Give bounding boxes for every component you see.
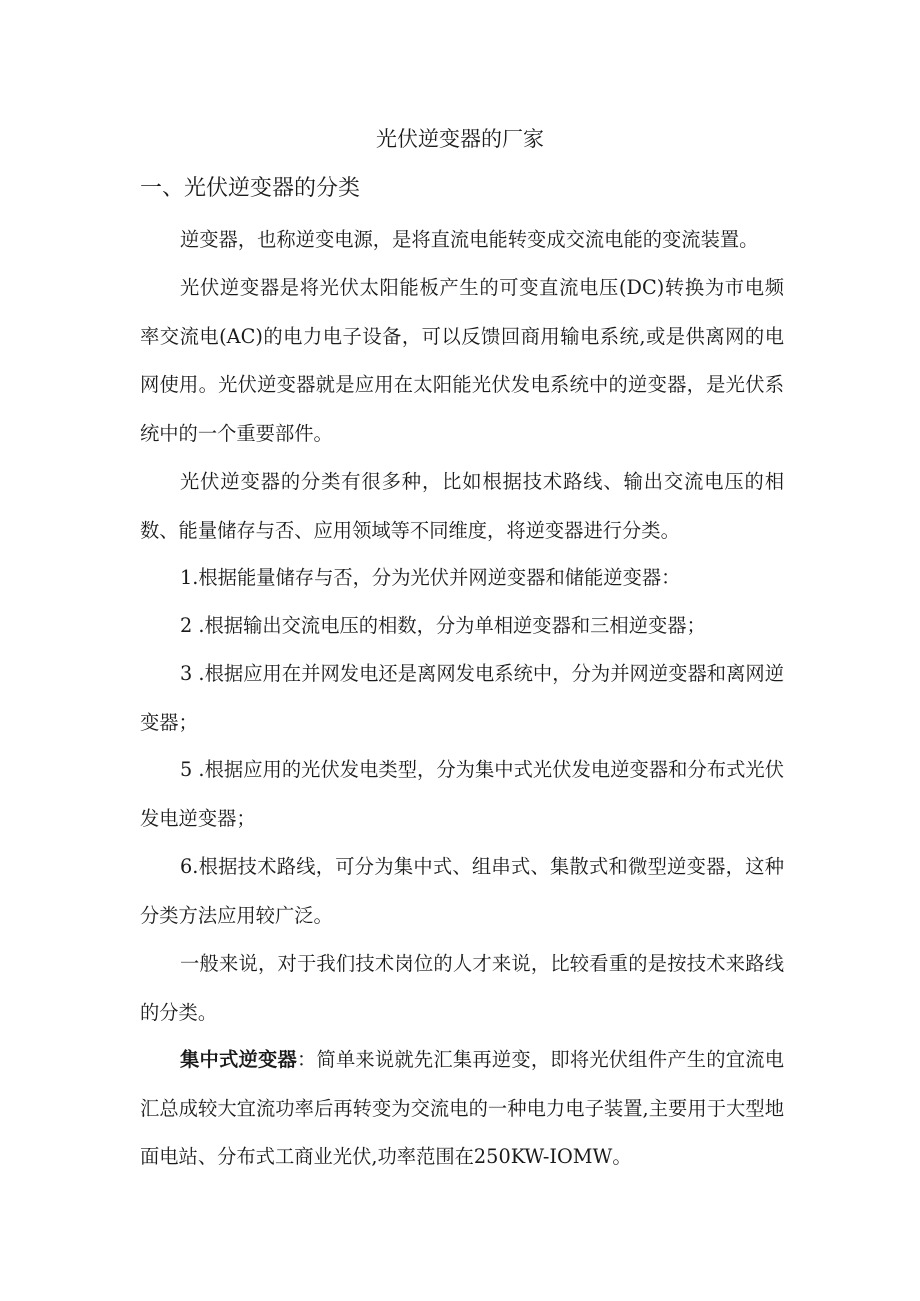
list-item-5: 5 .根据应用的光伏发电类型，分为集中式光伏发电逆变器和分布式光伏发电逆变器； [140, 758, 784, 830]
paragraph-pv-inverter: 光伏逆变器是将光伏太阳能板产生的可变直流电压(DC)转换为市电频率交流电(AC)的电力电子设备，可以反馈回商用输电系统,或是供离网的电网使用。光伏逆变器就是应用在太阳能光伏发电系统中的逆变器，是光伏系统中的一个重要部件。 [140, 276, 784, 445]
paragraph-summary: 一般来说，对于我们技术岗位的人才来说，比较看重的是按技术来路线的分类。 [140, 952, 784, 1024]
paragraph-definition: 逆变器，也称逆变电源，是将直流电能转变成交流电能的变流装置。 [180, 228, 759, 251]
document-title: 光伏逆变器的厂家 [376, 127, 544, 151]
paragraph-classification: 光伏逆变器的分类有很多种，比如根据技术路线、输出交流电压的相数、能量储存与否、应用领域等不同维度，将逆变器进行分类。 [140, 470, 784, 542]
paragraph-centralized-inverter [140, 1036, 784, 1182]
section-heading: 一、光伏逆变器的分类 [140, 176, 361, 201]
list-item-6: 6.根据技术路线，可分为集中式、组串式、集散式和微型逆变器，这种分类方法应用较广泛。 [140, 855, 784, 927]
term-separator: ： [296, 1048, 317, 1071]
centralized-inverter-text: 简单来说就先汇集再逆变，即将光伏组件产生的宜流电汇总成较大宜流功率后再转变为交流电的一种电力电子装置,主要用于大型地面电站、分布式工商业光伏,功率范围在250KW-IOMW。 [140, 1048, 785, 1168]
centralized-inverter-term: 集中式逆变器 [180, 1048, 297, 1071]
list-item-3: 3 .根据应用在并网发电还是离网发电系统中，分为并网逆变器和离网逆变器； [140, 662, 784, 734]
list-item-1: 1.根据能量储存与否，分为光伏并网逆变器和储能逆变器： [180, 566, 681, 589]
list-item-2: 2 .根据输出交流电压的相数，分为单相逆变器和三相逆变器； [180, 614, 706, 637]
